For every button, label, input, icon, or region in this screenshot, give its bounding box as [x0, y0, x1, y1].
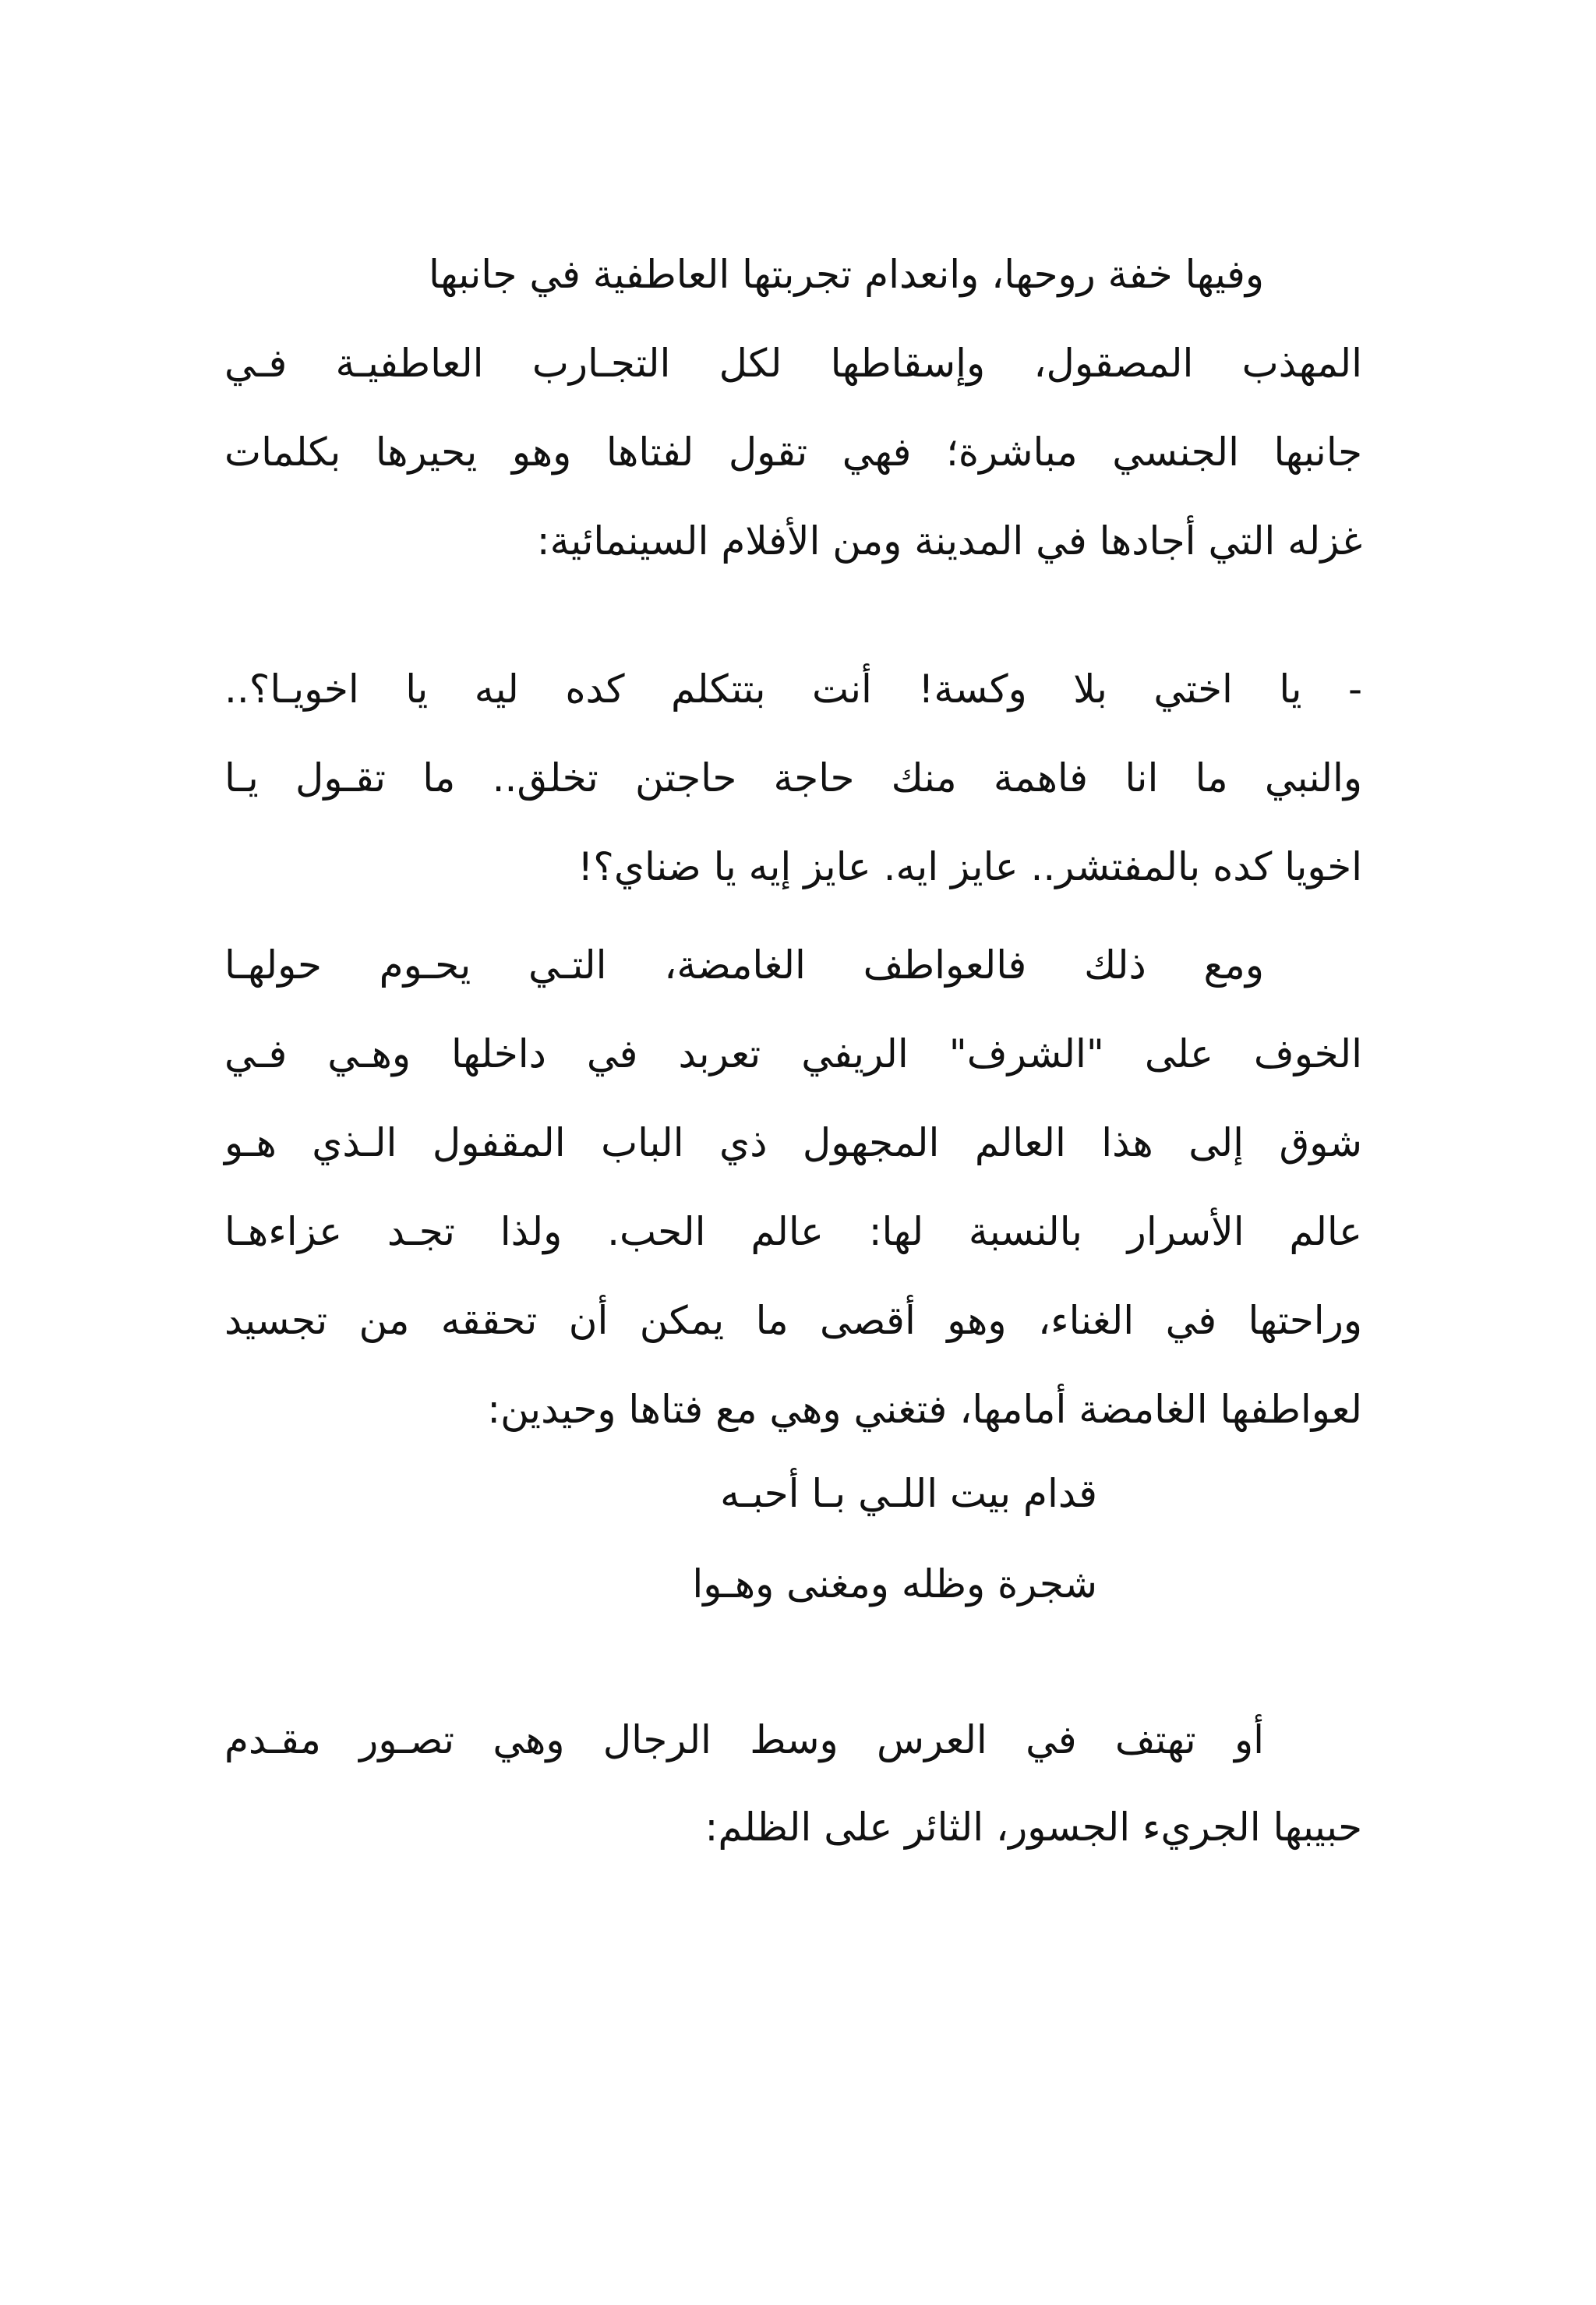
paragraph-1-line-4: غزله التي أجادها في المدينة ومن الأفلام السينمائية:: [536, 518, 1362, 564]
paragraph-2-line-1: - يا اختي بلا وكسة! أنت بتتكلم كده ليه يا اخويـا؟..: [224, 666, 1362, 712]
paragraph-1-line-1: وفيها خفة روحها، وانعدام تجربتها العاطفية في جانبها: [429, 252, 1264, 297]
paragraph-2-line-3: اخويا كده بالمفتشر.. عايز ايه. عايز إيه يا ضناي؟!: [577, 844, 1362, 889]
paragraph-3-line-2: الخوف على "الشرف" الريفي تعربد في داخلها وهـي فـي: [224, 1031, 1362, 1076]
paragraph-4-line-1: أو تهتف في العرس وسط الرجال وهي تصـور مقـدم: [224, 1717, 1264, 1762]
paragraph-3-line-6: لعواطفها الغامضة أمامها، فتغني وهي مع فتاها وحيدين:: [487, 1387, 1362, 1432]
paragraph-1-line-3: جانبها الجنسي مباشرة؛ فهي تقول لفتاها وهو يحيرها بكلمات: [224, 430, 1362, 475]
verse-line-1: قدام بيت اللـي بـا أحبـه: [720, 1471, 1097, 1516]
paragraph-3-line-3: شوق إلى هذا العالم المجهول ذي الباب المقفول الـذي هـو: [224, 1120, 1362, 1165]
paragraph-3-line-4: عالم الأسرار بالنسبة لها: عالم الحب. ولذا تجـد عزاءهـا: [224, 1209, 1362, 1254]
paragraph-2-line-2: والنبي ما انا فاهمة منك حاجة حاجتن تخلق.. ما تقـول يـا: [224, 755, 1362, 801]
paragraph-4-line-2: حبيبها الجريء الجسور، الثائر على الظلم:: [704, 1805, 1362, 1850]
paragraph-3-line-1: ومع ذلك فالعواطف الغامضة، التـي يحـوم حولهـا: [224, 942, 1264, 988]
paragraph-3-line-5: وراحتها في الغناء، وهو أقصى ما يمكن أن تحققه من تجسيد: [224, 1298, 1362, 1343]
paragraph-1-line-2: المهذب المصقول، وإسقاطها لكل التجـارب العاطفيـة فـي: [224, 341, 1362, 386]
verse-line-2: شجرة وظله ومغنى وهـوا: [692, 1561, 1097, 1607]
